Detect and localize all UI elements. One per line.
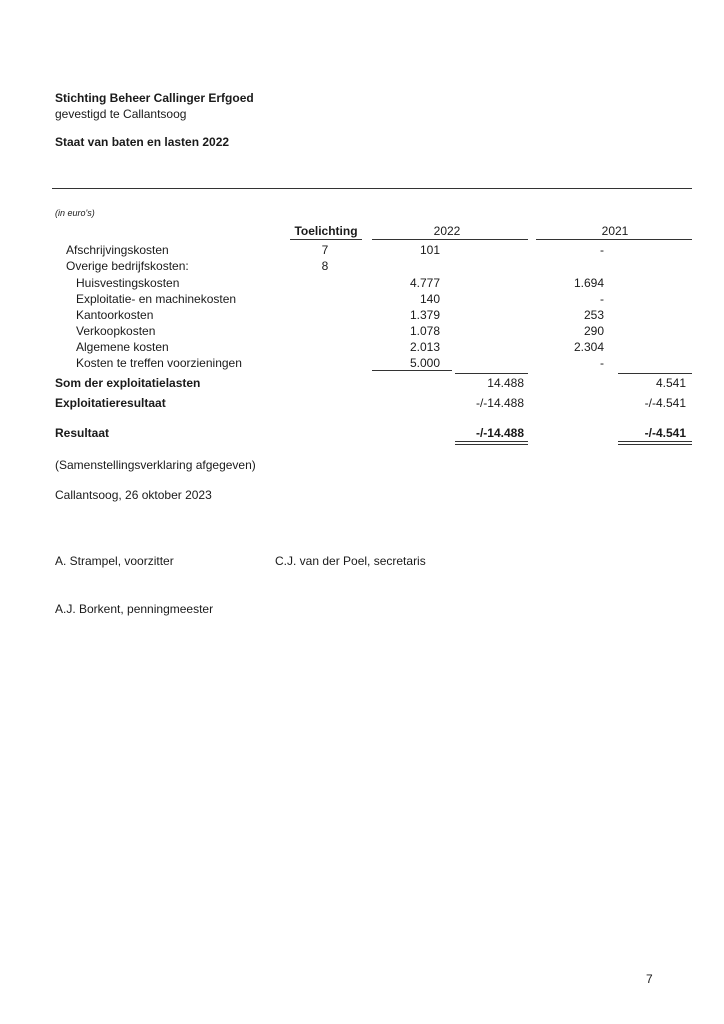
row-value-2022: 140 — [419, 292, 440, 306]
row-value-2022: 1.379 — [409, 308, 440, 322]
total-topline-2021 — [618, 373, 692, 374]
row-label: Algemene kosten — [76, 340, 169, 354]
subtotal-line-2022 — [372, 370, 452, 371]
header-underline-2021 — [536, 239, 692, 240]
result-label: Resultaat — [55, 426, 110, 440]
row-value-2021: - — [600, 356, 604, 370]
page-number: 7 — [646, 972, 653, 986]
row-value-2021: 1.694 — [573, 276, 604, 290]
column-header-2022: 2022 — [433, 224, 461, 238]
row-label: Overige bedrijfskosten: — [66, 259, 189, 273]
column-header-note: Toelichting — [294, 224, 358, 238]
row-value-2021: 290 — [583, 324, 604, 338]
row-label: Kosten te treffen voorzieningen — [76, 356, 242, 370]
signatory-treasurer: A.J. Borkent, penningmeester — [55, 602, 214, 616]
total-topline-2022 — [455, 373, 528, 374]
result-double-underline-2022 — [455, 441, 528, 445]
header-divider — [52, 188, 692, 189]
signatory-secretary: C.J. van der Poel, secretaris — [275, 554, 426, 568]
unit-note: (in euro's) — [55, 208, 95, 218]
row-value-2021: - — [600, 243, 604, 257]
compilation-note: (Samenstellingsverklaring afgegeven) — [55, 458, 256, 472]
row-note: 8 — [321, 259, 329, 273]
total-label: Som der exploitatielasten — [55, 376, 201, 390]
row-value-2021: 2.304 — [573, 340, 604, 354]
row-value-2021: 253 — [583, 308, 604, 322]
place-date: Callantsoog, 26 oktober 2023 — [55, 488, 212, 502]
operating-result-2021: -/-4.541 — [644, 396, 686, 410]
total-2022: 14.488 — [487, 376, 524, 390]
result-2021: -/-4.541 — [644, 426, 686, 440]
row-label: Kantoorkosten — [76, 308, 154, 322]
row-label: Afschrijvingskosten — [66, 243, 169, 257]
statement-title: Staat van baten en lasten 2022 — [55, 135, 230, 149]
row-value-2022: 4.777 — [409, 276, 440, 290]
row-note: 7 — [321, 243, 329, 257]
row-value-2022: 1.078 — [409, 324, 440, 338]
header-underline-2022 — [372, 239, 528, 240]
column-header-2021: 2021 — [601, 224, 629, 238]
total-2021: 4.541 — [655, 376, 686, 390]
result-double-underline-2021 — [618, 441, 692, 445]
row-value-2021: - — [600, 292, 604, 306]
row-label: Verkoopkosten — [76, 324, 156, 338]
row-label: Exploitatie- en machinekosten — [76, 292, 237, 306]
organization-name: Stichting Beheer Callinger Erfgoed — [55, 91, 254, 105]
operating-result-label: Exploitatieresultaat — [55, 396, 166, 410]
organization-location: gevestigd te Callantsoog — [55, 107, 187, 121]
operating-result-2022: -/-14.488 — [475, 396, 524, 410]
row-value-2022: 5.000 — [409, 356, 440, 370]
signatory-chair: A. Strampel, voorzitter — [55, 554, 174, 568]
row-value-2022: 101 — [419, 243, 440, 257]
row-value-2022: 2.013 — [409, 340, 440, 354]
row-label: Huisvestingskosten — [76, 276, 180, 290]
header-underline-note — [290, 239, 362, 240]
result-2022: -/-14.488 — [475, 426, 524, 440]
